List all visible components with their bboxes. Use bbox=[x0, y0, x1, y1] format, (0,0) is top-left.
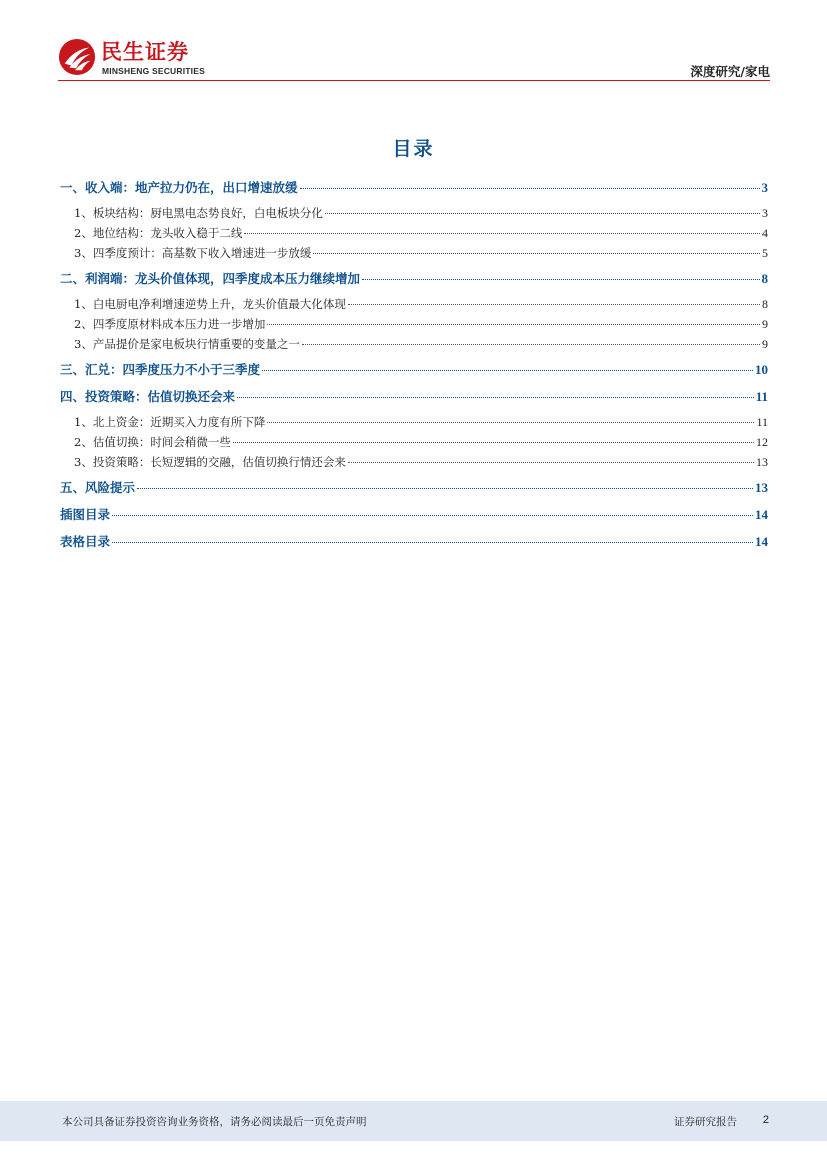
toc-entry-title: 1、白电厨电净利增速逆势上升，龙头价值最大化体现 bbox=[74, 297, 346, 311]
toc-entry-page: 14 bbox=[755, 534, 768, 549]
toc-entry-page: 11 bbox=[756, 415, 768, 429]
toc-subsection-entry[interactable] bbox=[60, 414, 768, 431]
toc-entry-title: 四、投资策略：估值切换还会来 bbox=[60, 389, 236, 404]
toc-entry-page: 5 bbox=[762, 246, 768, 260]
toc-entry-page: 8 bbox=[761, 271, 768, 286]
toc-entry-title: 二、利润端：龙头价值体现，四季度成本压力继续增加 bbox=[60, 271, 361, 286]
toc-section-entry[interactable] bbox=[60, 505, 768, 525]
table-of-contents bbox=[60, 178, 768, 559]
toc-subsection-entry[interactable] bbox=[60, 454, 768, 471]
toc-section-entry[interactable] bbox=[60, 387, 768, 407]
toc-subsection-entry[interactable] bbox=[60, 316, 768, 333]
toc-dot-leader bbox=[302, 344, 760, 345]
toc-entry-page: 9 bbox=[762, 317, 768, 331]
toc-entry-page: 12 bbox=[756, 435, 768, 449]
logo-chinese-name: 民生证券 bbox=[101, 40, 189, 64]
toc-section-entry[interactable] bbox=[60, 178, 768, 198]
toc-entry-title: 三、汇兑：四季度压力不小于三季度 bbox=[60, 362, 261, 377]
toc-entry-title: 表格目录 bbox=[60, 534, 111, 549]
toc-subsection-entry[interactable] bbox=[60, 245, 768, 262]
toc-subsection-entry[interactable] bbox=[60, 336, 768, 353]
toc-subsection-entry[interactable] bbox=[60, 296, 768, 313]
footer-disclaimer: 本公司具备证券投资咨询业务资格，请务必阅读最后一页免责声明 bbox=[62, 1116, 367, 1128]
toc-section-entry[interactable] bbox=[60, 360, 768, 380]
toc-entry-title: 3、投资策略：长短逻辑的交融，估值切换行情还会来 bbox=[74, 455, 346, 469]
toc-section-entry[interactable] bbox=[60, 532, 768, 552]
toc-dot-leader bbox=[262, 370, 753, 371]
toc-dot-leader bbox=[137, 488, 753, 489]
toc-subsection-entry[interactable] bbox=[60, 205, 768, 222]
toc-section-entry[interactable] bbox=[60, 478, 768, 498]
report-category: 深度研究/家电 bbox=[690, 64, 770, 79]
toc-entry-title: 1、北上资金：近期买入力度有所下降 bbox=[74, 415, 266, 429]
toc-entry-page: 10 bbox=[755, 362, 768, 377]
toc-entry-page: 8 bbox=[762, 297, 768, 311]
toc-entry-page: 3 bbox=[762, 206, 768, 220]
toc-entry-title: 一、收入端：地产拉力仍在，出口增速放缓 bbox=[60, 180, 298, 195]
toc-entry-page: 9 bbox=[762, 337, 768, 351]
minsheng-logo-icon bbox=[58, 38, 96, 76]
toc-entry-title: 插图目录 bbox=[60, 507, 111, 522]
toc-entry-title: 3、四季度预计：高基数下收入增速进一步放缓 bbox=[74, 246, 312, 260]
toc-dot-leader bbox=[348, 462, 754, 463]
page-footer bbox=[0, 1101, 827, 1141]
page-number: 2 bbox=[762, 1114, 769, 1126]
toc-dot-leader bbox=[300, 188, 760, 189]
toc-entry-title: 2、四季度原材料成本压力进一步增加 bbox=[74, 317, 266, 331]
header-divider bbox=[58, 80, 770, 81]
footer-doc-type: 证券研究报告 bbox=[674, 1116, 737, 1128]
toc-dot-leader bbox=[267, 422, 754, 423]
toc-dot-leader bbox=[313, 253, 760, 254]
toc-title: 目录 bbox=[392, 138, 435, 160]
toc-dot-leader bbox=[325, 213, 760, 214]
logo-english-name: MINSHENG SECURITIES bbox=[102, 66, 205, 76]
toc-entry-page: 3 bbox=[761, 180, 768, 195]
toc-dot-leader bbox=[112, 515, 753, 516]
toc-entry-page: 13 bbox=[756, 455, 768, 469]
toc-entry-title: 1、板块结构：厨电黑电态势良好，白电板块分化 bbox=[74, 206, 323, 220]
toc-entry-page: 14 bbox=[755, 507, 768, 522]
toc-entry-page: 11 bbox=[755, 389, 768, 404]
page-header bbox=[58, 36, 770, 80]
toc-entry-title: 3、产品提价是家电板块行情重要的变量之一 bbox=[74, 337, 300, 351]
company-logo bbox=[58, 36, 258, 80]
toc-entry-page: 4 bbox=[762, 226, 768, 240]
toc-entry-page: 13 bbox=[755, 480, 768, 495]
toc-subsection-entry[interactable] bbox=[60, 225, 768, 242]
toc-dot-leader bbox=[348, 304, 760, 305]
toc-subsection-entry[interactable] bbox=[60, 434, 768, 451]
toc-dot-leader bbox=[112, 542, 753, 543]
toc-dot-leader bbox=[233, 442, 754, 443]
toc-dot-leader bbox=[267, 324, 760, 325]
toc-entry-title: 五、风险提示 bbox=[60, 480, 136, 495]
toc-section-entry[interactable] bbox=[60, 269, 768, 289]
toc-entry-title: 2、估值切换：时间会稍微一些 bbox=[74, 435, 231, 449]
toc-dot-leader bbox=[244, 233, 760, 234]
toc-dot-leader bbox=[362, 279, 759, 280]
toc-entry-title: 2、地位结构：龙头收入稳于二线 bbox=[74, 226, 243, 240]
toc-dot-leader bbox=[237, 397, 754, 398]
